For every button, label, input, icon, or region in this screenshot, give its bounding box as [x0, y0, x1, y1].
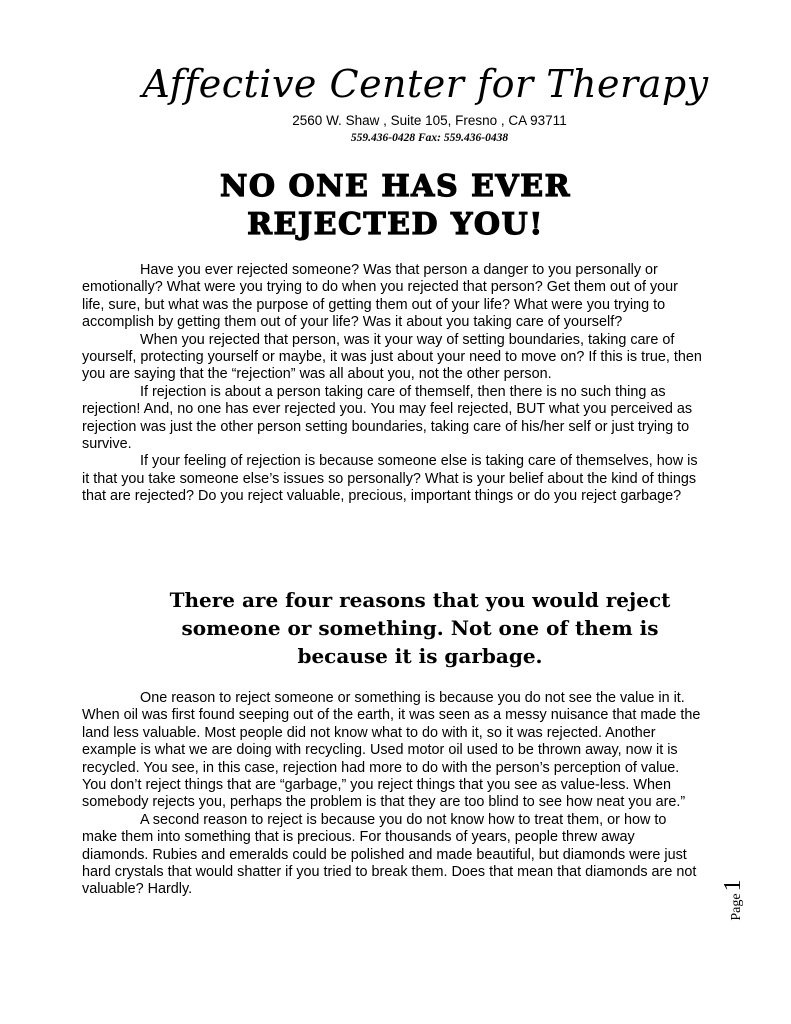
- page-number: [720, 879, 780, 921]
- document-headline: [0, 168, 791, 244]
- page-label: Page: [729, 893, 744, 921]
- body-paragraph: One reason to reject someone or something is because you do not see the value in it. When oil was first found seeping out of the earth, it was seen as a messy nuisance that made the land less valuable. Most people did not know what to do with it, so it was rejected. Another example is what we are doing with recycling. Used motor oil used to be thrown away, now it is recycled. You see, in this case, rejection had more to do with the person’s perception of value. You don’t reject things that are “garbage,” you reject things that you see as value-less. When somebody rejects you, perhaps the problem is that they are too blind to see how neat you are.”: [82, 690, 701, 811]
- organization-name: Affective Center for Therapy: [142, 62, 709, 106]
- subheading-line-3: because it is garbage.: [297, 644, 543, 668]
- page-number-value: 1: [720, 879, 746, 892]
- intro-section: [82, 262, 702, 506]
- body-paragraph: If rejection is about a person taking care of themself, then there is no such thing as rejection! And, no one has ever rejected you. You may feel rejected, BUT what you perceived as rejection was just the other person setting boundaries, taking care of his/her self or just trying to survive.: [82, 383, 693, 453]
- body-paragraph: When you rejected that person, was it your way of setting boundaries, taking care of yourself, protecting yourself or maybe, it was just about your need to move on? If this is true, then you are saying that the “rejection” was all about you, not the other person.: [82, 331, 702, 383]
- body-paragraph: A second reason to reject is because you do not know how to treat them, or how to make them into something that is precious. For thousands of years, people threw away diamonds. Rubies and emeralds could be polished and made beautiful, but diamonds were just hard crystals that would shatter if you tried to break them. Does that mean that diamonds are not valuable? Hardly.: [82, 811, 697, 898]
- subheading-line-1: There are four reasons that you would reject: [169, 588, 671, 612]
- reasons-section: [82, 690, 702, 899]
- subheading-line-2: someone or something. Not one of them is: [181, 616, 659, 640]
- headline-line-2: REJECTED YOU!: [247, 207, 544, 242]
- letterhead: [0, 62, 791, 146]
- section-subheading: [130, 586, 710, 670]
- body-paragraph: If your feeling of rejection is because someone else is taking care of themselves, how is it that you take someone else’s issues so personally? What is your belief about the kind of things that are rejected? Do you reject valuable, precious, important things or do you reject garbage?: [82, 453, 698, 505]
- headline-line-1: NO ONE HAS EVER: [219, 169, 572, 204]
- body-paragraph: Have you ever rejected someone? Was that person a danger to you personally or emotionally? What were you trying to do when you rejected that person? Get them out of your life, sure, but what was the purpose of getting them out of your life? What were you trying to accomplish by getting them out of your life? Was it about you taking care of yourself?: [82, 262, 678, 331]
- organization-phone-fax: 559.436-0428 Fax: 559.436-0438: [350, 132, 509, 144]
- organization-address: 2560 W. Shaw , Suite 105, Fresno , CA 93711: [292, 113, 567, 128]
